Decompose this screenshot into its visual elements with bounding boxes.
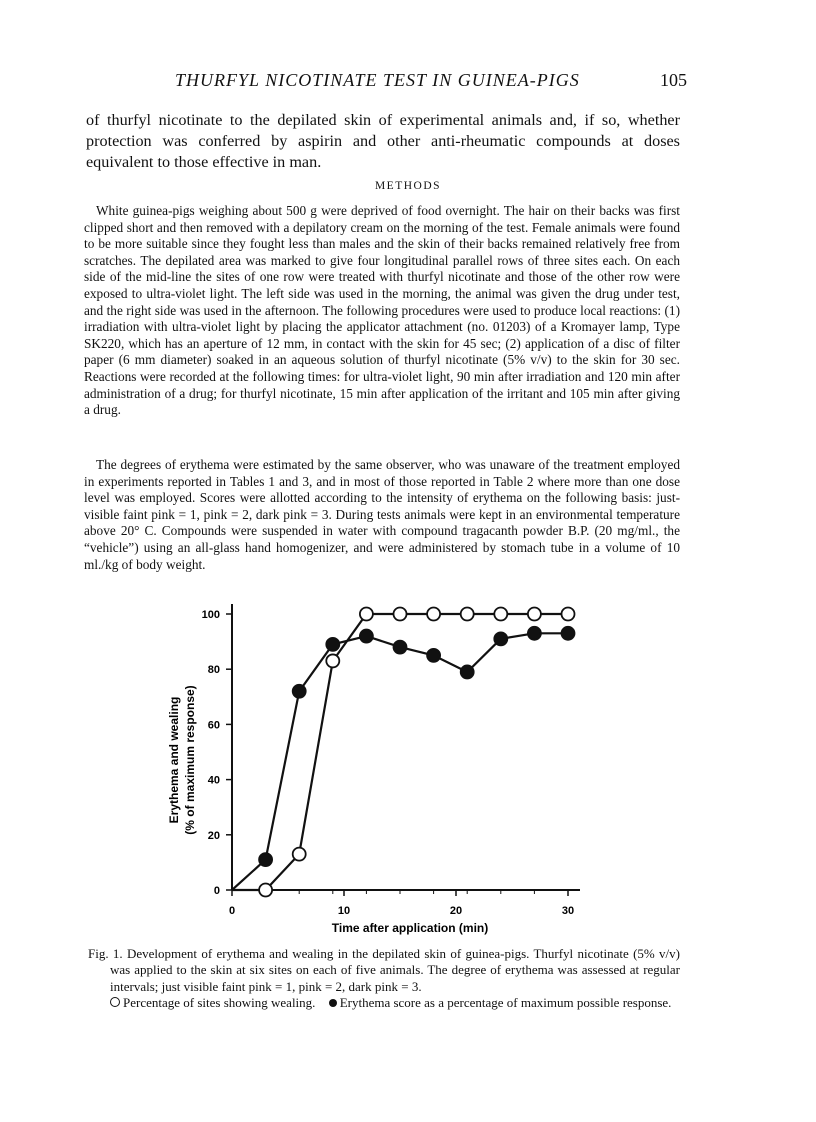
y-tick-label: 20 <box>207 829 220 842</box>
wealing-point <box>326 654 339 667</box>
wealing-point <box>360 608 373 621</box>
intro-paragraph: of thurfyl nicotinate to the depilated skin of experimental animals and, if so, whether protection was conferred by aspirin and other anti-rheumatic compounds at doses equivalent to those effective in man. <box>86 111 680 171</box>
running-head <box>0 70 816 94</box>
wealing-point <box>461 608 474 621</box>
caption-legend <box>88 995 680 1011</box>
paragraph-text: White guinea-pigs weighing about 500 g were deprived of food overnight. The hair on their backs was first clipped short and then removed with a depilatory cream on the morning of the test. Female animals were found to be more suitable since they fought less than males and the skin of their backs remained relatively free from scratches. The depilated area was marked to give four longitudinal parallel rows of three sites each. On each side of the mid-line the sites of one row were treated with thurfyl nicotinate and those of the other row were exposed to ultra-violet light. The left side was used in the morning, the animal was given the drug under test, and the right side was used in the afternoon. The following procedures were used to produce local reactions: (1) irradiation with ultra-violet light by placing the applicator attachment (no. 01203) of a Kromayer lamp, Type SK220, which has an aperture of 12 mm, in contact with the skin for 45 sec; (2) application of a disc of filter paper (6 mm diameter) soaked in an aqueous solution of thurfyl nicotinate (5% v/v) to the skin for 30 sec. Reactions were recorded at the following times: for ultra-violet light, 90 min after irradiation and 120 min after administration of a drug; for thurfyl nicotinate, 15 min after application of the irritant and 105 min after giving a drug. <box>84 203 680 418</box>
page-number: 105 <box>660 70 687 90</box>
x-axis-label: Time after application (min) <box>331 921 489 935</box>
wealing-point <box>427 608 440 621</box>
y-tick-label: 40 <box>207 774 220 787</box>
erythema-point <box>494 632 507 645</box>
open-circle-icon <box>110 997 120 1007</box>
chart-axes <box>202 604 580 917</box>
section-heading: METHODS <box>374 180 442 192</box>
wealing-point <box>293 848 306 861</box>
legend-filled-text: Erythema score as a percentage of maximum possible response. <box>339 995 672 1011</box>
wealing-point <box>259 884 272 897</box>
erythema-point <box>562 627 575 640</box>
wealing-point <box>528 608 541 621</box>
x-tick-label: 0 <box>228 905 236 917</box>
y-axis-label-line1: Erythema and wealing <box>167 696 181 824</box>
running-title: THURFYL NICOTINATE TEST IN GUINEA-PIGS <box>175 70 580 90</box>
x-tick-label: 20 <box>449 905 463 917</box>
methods-paragraph-1 <box>84 203 680 419</box>
figure-1-chart <box>160 600 600 940</box>
filled-circle-icon <box>329 999 337 1007</box>
paragraph-text: The degrees of erythema were estimated by the same observer, who was unaware of the treatment employed in experiments reported in Tables 1 and 3, and in most of those reported in Table 2 where more than one dose level was employed. Scores were allotted according to the intensity of erythema on the following basis: just-visible faint pink = 1, pink = 2, dark pink = 3. During tests animals were kept in an environmental temperature above 20° C. Compounds were suspended in water with compound tragacanth powder B.P. (20 mg/ml., the “vehicle”) using an all-glass hand homogenizer, and were administered by stomach tube in a volume of 10 ml./kg of body weight. <box>84 457 680 572</box>
y-tick-label: 100 <box>201 609 220 621</box>
y-tick-label: 80 <box>207 664 220 677</box>
x-tick-label: 10 <box>337 905 351 917</box>
erythema-point <box>394 641 407 654</box>
erythema-point <box>259 853 272 866</box>
erythema-line <box>232 633 568 890</box>
wealing-point <box>562 608 575 621</box>
x-tick-label: 30 <box>561 905 575 917</box>
methods-paragraph-2 <box>84 457 680 573</box>
legend-open-text: Percentage of sites showing wealing. <box>123 995 316 1011</box>
erythema-point <box>293 685 306 698</box>
caption-text: Fig. 1. Development of erythema and wealing in the depilated skin of guinea-pigs. Thurfyl nicotinate (5% v/v) was applied to the skin at six sites on each of five animals. The degree of erythema was assessed at regular intervals; just visible faint pink = 1, pink = 2, dark pink = 3. <box>88 946 680 994</box>
y-tick-label: 0 <box>213 885 220 897</box>
erythema-point <box>326 638 339 651</box>
y-tick-label: 60 <box>207 719 220 732</box>
erythema-point <box>461 665 474 678</box>
wealing-line <box>232 614 568 890</box>
erythema-point <box>528 627 541 640</box>
erythema-point <box>427 649 440 662</box>
erythema-point <box>360 630 373 643</box>
wealing-point <box>494 608 507 621</box>
figure-caption <box>88 946 680 1012</box>
chart-series-lines <box>232 614 568 890</box>
wealing-point <box>394 608 407 621</box>
y-axis-label-line2: (% of maximum response) <box>183 685 197 835</box>
